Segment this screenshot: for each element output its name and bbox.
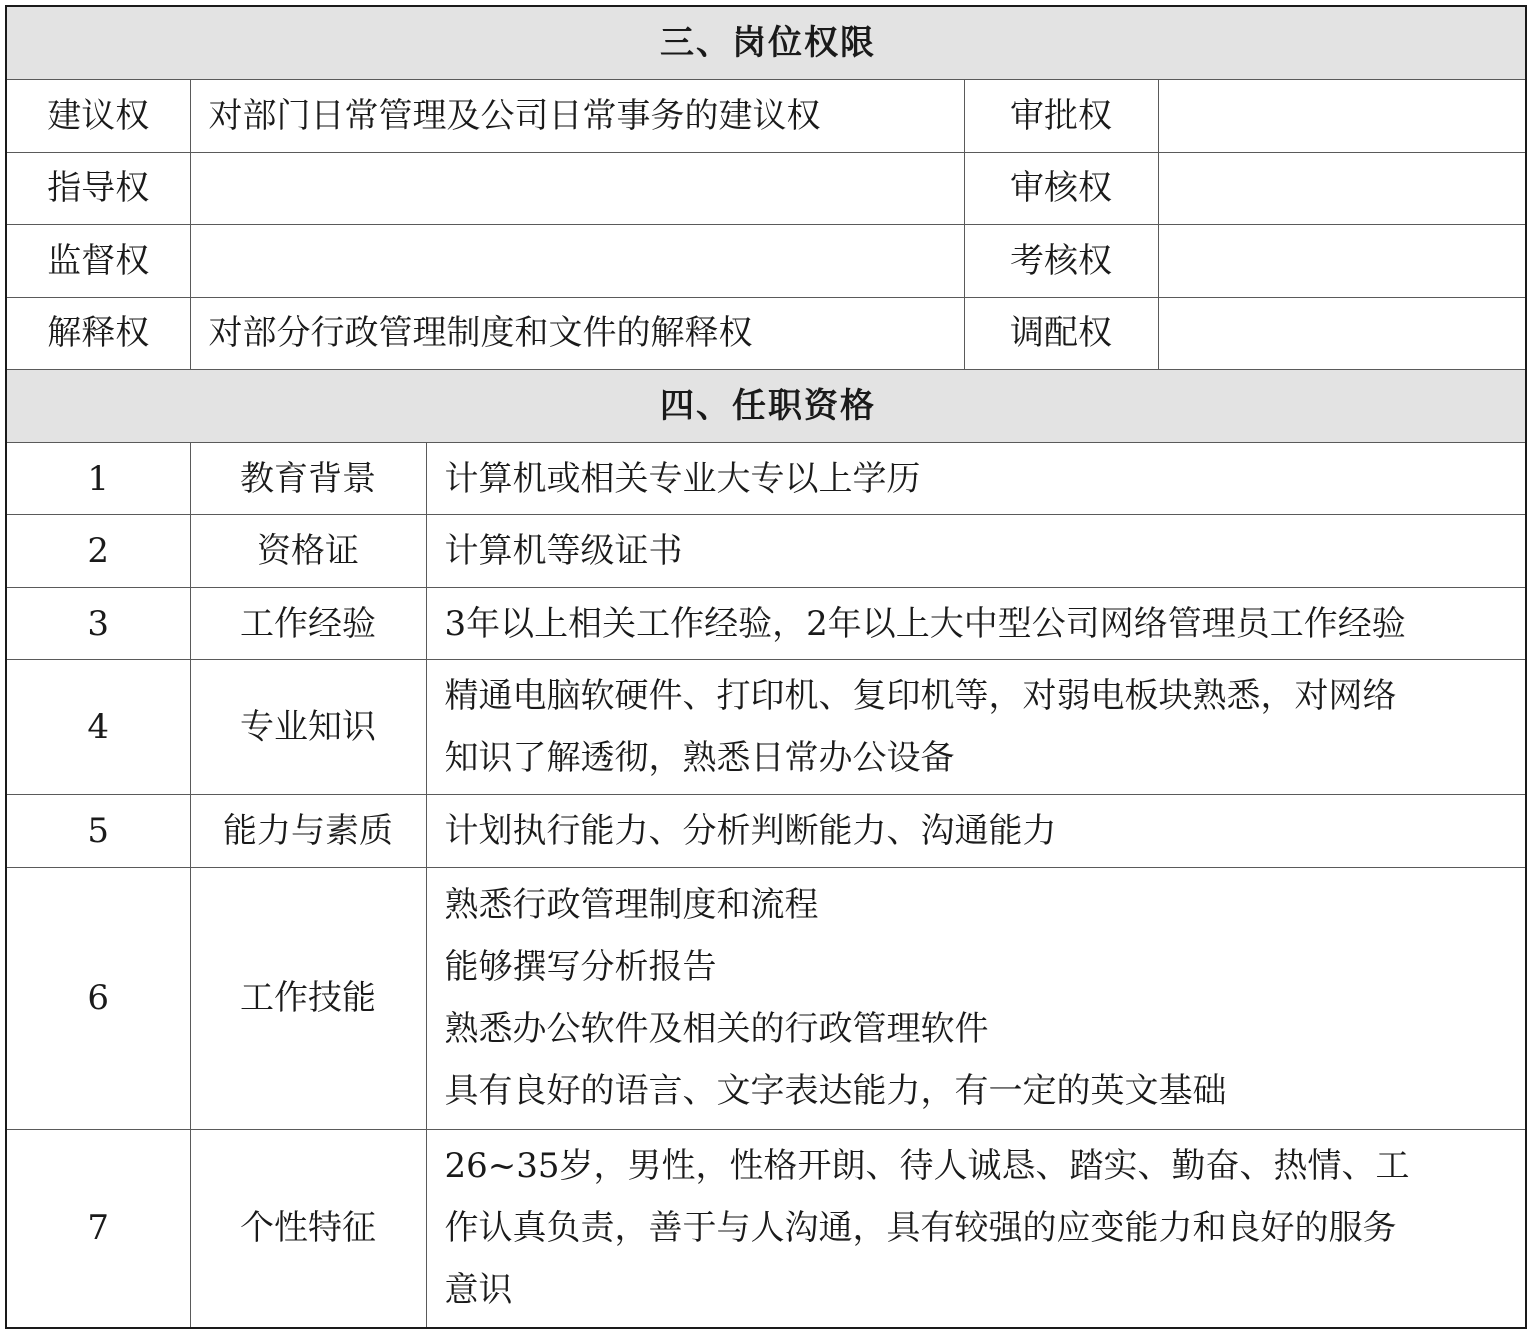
qualification-row <box>7 515 1527 588</box>
description-line: 意识 <box>444 1270 513 1311</box>
section-header-row <box>7 370 1527 443</box>
description-line: 26~35岁，男性，性格开朗、待人诚恳、踏实、勤奋、热情、工 <box>444 1146 1410 1187</box>
description-line: 3年以上相关工作经验，2年以上大中型公司网络管理员工作经验 <box>444 603 1406 644</box>
qualification-row <box>7 660 1527 795</box>
description-line: 计划执行能力、分析判断能力、沟通能力 <box>444 811 1057 852</box>
permission-value <box>190 225 964 298</box>
description-line: 熟悉办公软件及相关的行政管理软件 <box>444 1009 989 1050</box>
qualification-item: 专业知识 <box>190 660 426 795</box>
qualification-number: 1 <box>7 442 190 515</box>
permission-label: 监督权 <box>7 225 190 298</box>
qualification-item: 教育背景 <box>190 442 426 515</box>
qualification-row <box>7 867 1527 1129</box>
description-line: 具有良好的语言、文字表达能力，有一定的英文基础 <box>444 1071 1227 1112</box>
permission-row <box>7 152 1527 225</box>
qualification-number: 4 <box>7 660 190 795</box>
qualification-row <box>7 1129 1527 1327</box>
qualification-row <box>7 442 1527 515</box>
qualification-description <box>426 1129 1527 1327</box>
qualification-number: 6 <box>7 867 190 1129</box>
section-header-row <box>7 7 1527 80</box>
qualification-item: 能力与素质 <box>190 795 426 868</box>
qualification-number: 2 <box>7 515 190 588</box>
qualification-row <box>7 795 1527 868</box>
qualification-number: 3 <box>7 587 190 660</box>
qualification-item: 工作经验 <box>190 587 426 660</box>
qualification-description <box>426 515 1527 588</box>
description-line: 精通电脑软硬件、打印机、复印机等，对弱电板块熟悉，对网络 <box>444 676 1397 717</box>
section-title: 四、任职资格 <box>7 370 1527 443</box>
section-title: 三、岗位权限 <box>7 7 1527 80</box>
permission-label: 调配权 <box>964 297 1158 370</box>
qualification-description <box>426 795 1527 868</box>
description-line: 知识了解透彻，熟悉日常办公设备 <box>444 738 955 779</box>
job-description-table-frame <box>5 5 1527 1329</box>
qualification-description <box>426 442 1527 515</box>
description-line: 计算机或相关专业大专以上学历 <box>444 458 921 499</box>
permission-row <box>7 297 1527 370</box>
permission-row <box>7 225 1527 298</box>
permission-value: 对部分行政管理制度和文件的解释权 <box>190 297 964 370</box>
permission-label: 审批权 <box>964 80 1158 153</box>
job-description-table <box>7 7 1527 1327</box>
qualification-number: 7 <box>7 1129 190 1327</box>
qualification-row <box>7 587 1527 660</box>
qualification-description <box>426 660 1527 795</box>
qualification-item: 个性特征 <box>190 1129 426 1327</box>
permission-label: 考核权 <box>964 225 1158 298</box>
permission-value <box>1158 152 1527 225</box>
qualification-item: 工作技能 <box>190 867 426 1129</box>
qualification-item: 资格证 <box>190 515 426 588</box>
description-line: 能够撰写分析报告 <box>444 947 717 988</box>
description-line: 熟悉行政管理制度和流程 <box>444 885 819 926</box>
permission-label: 指导权 <box>7 152 190 225</box>
permission-value: 对部门日常管理及公司日常事务的建议权 <box>190 80 964 153</box>
permission-value <box>1158 225 1527 298</box>
permission-value <box>1158 297 1527 370</box>
permission-label: 解释权 <box>7 297 190 370</box>
permission-value <box>1158 80 1527 153</box>
permission-label: 建议权 <box>7 80 190 153</box>
qualification-description <box>426 867 1527 1129</box>
permission-value <box>190 152 964 225</box>
description-line: 计算机等级证书 <box>444 531 683 572</box>
qualification-number: 5 <box>7 795 190 868</box>
description-line: 作认真负责，善于与人沟通，具有较强的应变能力和良好的服务 <box>444 1208 1397 1249</box>
permission-label: 审核权 <box>964 152 1158 225</box>
permission-row <box>7 80 1527 153</box>
qualification-description <box>426 587 1527 660</box>
